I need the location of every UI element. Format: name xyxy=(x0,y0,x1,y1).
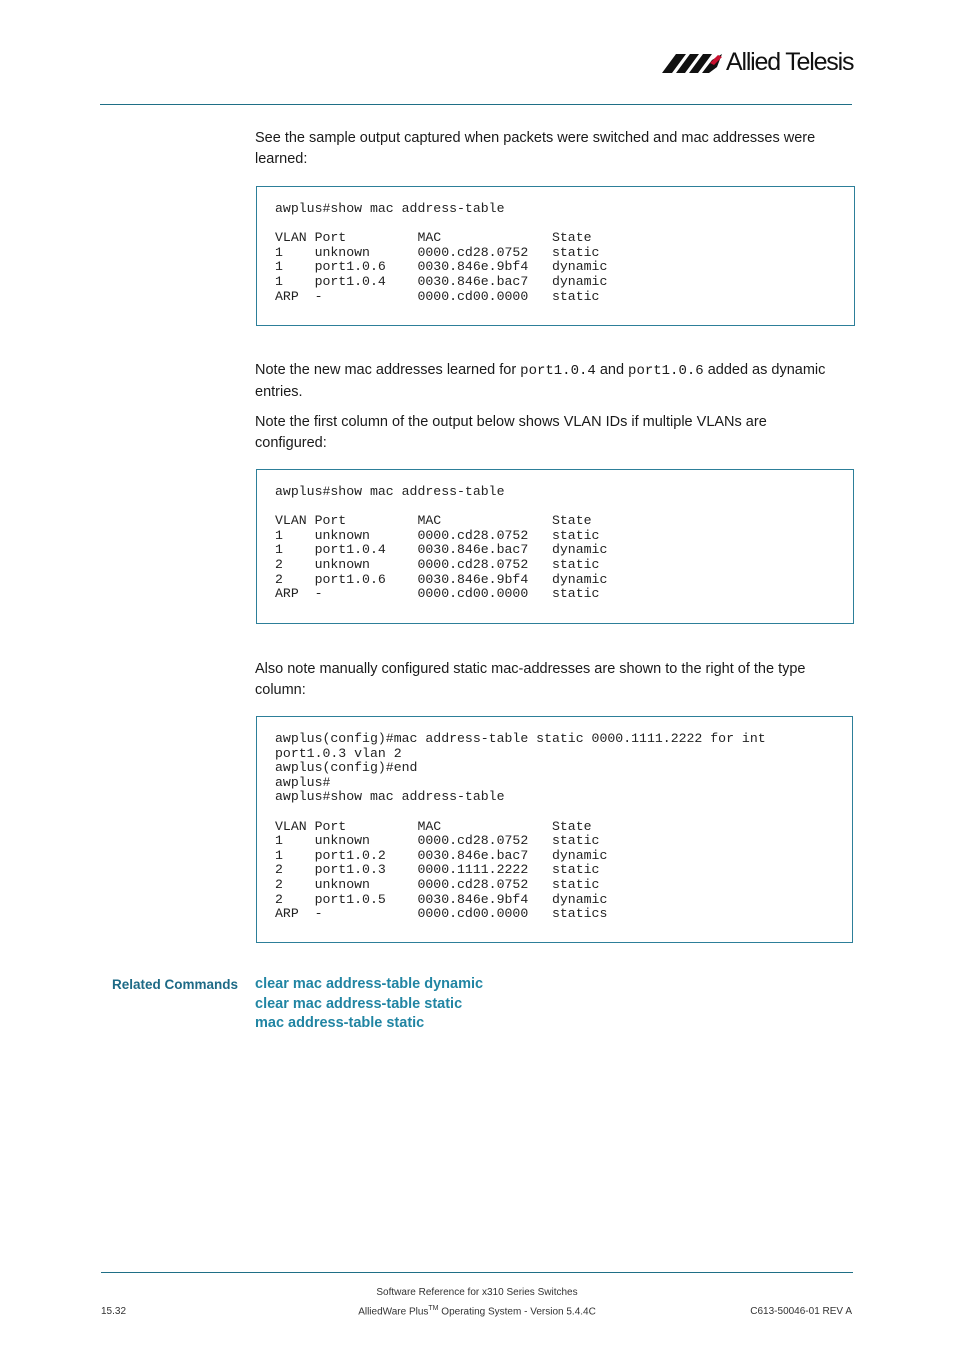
related-commands-list xyxy=(255,975,483,1034)
code-block-2: awplus#show mac address-table VLAN Port MAC State 1 unknown 0000.cd28.0752 static 1 port1.0.4 0030.846e.bac7 dynamic 2 unknown 0000.cd28.0752 static 2 port1.0.6 0030.846e.9bf4 dynamic ARP - 0000.cd00.0000 static xyxy=(256,469,854,624)
footer-title: Software Reference for x310 Series Switches xyxy=(376,1287,578,1298)
logo-mark-icon xyxy=(662,50,726,78)
note1-port-b: port1.0.6 xyxy=(628,363,704,379)
code-block-1: awplus#show mac address-table VLAN Port MAC State 1 unknown 0000.cd28.0752 static 1 port1.0.6 0030.846e.9bf4 dynamic 1 port1.0.4 0030.846e.bac7 dynamic ARP - 0000.cd00.0000 static xyxy=(256,186,855,326)
footer-trademark: TM xyxy=(428,1305,439,1312)
footer-version: Operating System - Version 5.4.4C xyxy=(438,1306,596,1318)
footer-product: AlliedWare Plus xyxy=(358,1306,429,1318)
document-id: C613-50046-01 REV A xyxy=(750,1306,852,1317)
note-paragraph-1 xyxy=(255,360,840,403)
header-rule xyxy=(100,104,852,105)
note1-middle: and xyxy=(595,362,629,378)
allied-telesis-logo xyxy=(662,50,854,78)
note1-port-a: port1.0.4 xyxy=(520,363,596,379)
page-number: 15.32 xyxy=(101,1306,127,1317)
code-block-3: awplus(config)#mac address-table static 0000.1111.2222 for int port1.0.3 vlan 2 awplus(config)#end awplus# awplus#show mac address-table VLAN Port MAC State 1 unknown 0000.cd28.0752 static 1 port1.0.2 0030.846e.bac7 dynamic 2 port1.0.3 0000.1111.2222 static 2 unknown 0000.cd28.0752 static 2 port1.0.5 0030.846e.9bf4 dynamic ARP - 0000.cd00.0000 statics xyxy=(256,716,853,943)
footer-product-line xyxy=(300,1305,654,1317)
note1-prefix: Note the new mac addresses learned for xyxy=(255,362,521,378)
note-paragraph-3: Also note manually configured static mac-addresses are shown to the right of the type column: xyxy=(255,661,806,698)
note1-suffix: added as dynamic entries. xyxy=(255,362,826,400)
related-commands-label: Related Commands xyxy=(112,977,239,992)
footer-rule xyxy=(101,1272,853,1273)
link-clear-mac-static[interactable]: clear mac address-table static xyxy=(255,995,463,1012)
logo-wordmark: Allied Telesis xyxy=(726,48,854,76)
link-clear-mac-dynamic[interactable]: clear mac address-table dynamic xyxy=(255,976,484,992)
link-mac-address-table-static[interactable]: mac address-table static xyxy=(255,1015,425,1031)
note-paragraph-2: Note the first column of the output below shows VLAN IDs if multiple VLANs are configured: xyxy=(255,414,767,451)
intro-paragraph: See the sample output captured when packets were switched and mac addresses were learned: xyxy=(255,130,816,167)
